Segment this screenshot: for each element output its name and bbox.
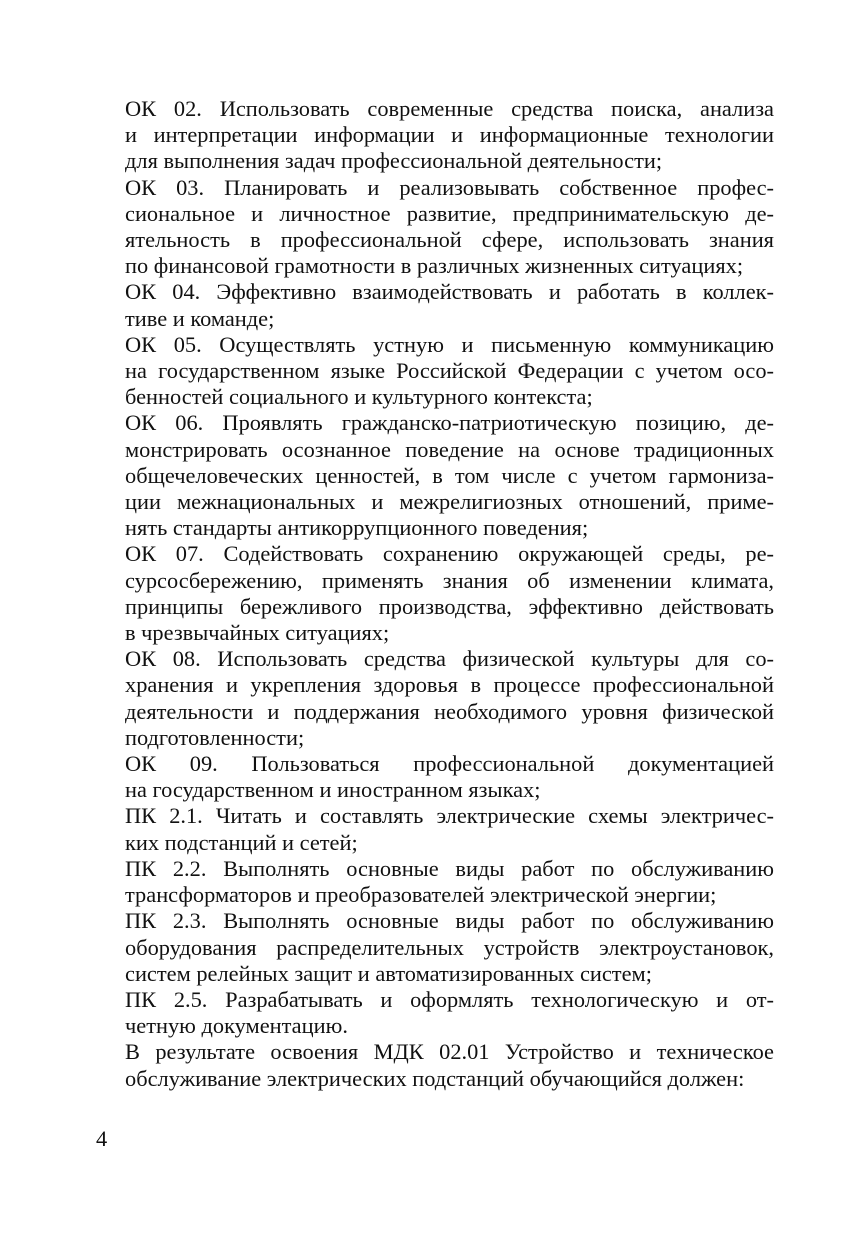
paragraph-line: для выполнения задач профессиональной деятельности; xyxy=(125,148,663,174)
paragraph-line: систем релейных защит и автоматизированных систем; xyxy=(125,960,652,986)
paragraph-line: общечеловеческих ценностей, в том числе с учетом гармониза- xyxy=(125,462,774,488)
paragraph-line: ОК 08. Использовать средства физической культуры для со- xyxy=(125,646,774,672)
paragraph-line: ОК 09. Пользоваться профессиональной документацией xyxy=(125,751,774,777)
paragraph xyxy=(96,279,774,331)
paragraph-line: ПК 2.5. Разрабатывать и оформлять технологическую и от- xyxy=(125,986,774,1012)
paragraph xyxy=(96,646,774,751)
paragraph-line: ОК 03. Планировать и реализовывать собственное профес- xyxy=(125,174,774,200)
paragraph xyxy=(96,541,774,646)
paragraph-line: хранения и укрепления здоровья в процессе профессиональной xyxy=(125,672,774,698)
paragraph-line: В результате освоения МДК 02.01 Устройство и техническое xyxy=(125,1039,774,1065)
paragraph-line: в чрезвычайных ситуациях; xyxy=(125,620,390,646)
document-body xyxy=(96,96,774,1092)
paragraph-line: ОК 06. Проявлять гражданско-патриотическую позицию, де- xyxy=(125,410,774,436)
paragraph-line: обслуживание электрических подстанций обучающийся должен: xyxy=(125,1065,745,1091)
paragraph xyxy=(96,410,774,541)
paragraph xyxy=(96,751,774,803)
paragraph xyxy=(96,1039,774,1091)
paragraph-line: тиве и команде; xyxy=(125,305,275,331)
paragraph xyxy=(96,96,774,175)
paragraph-line: нять стандарты антикоррупционного поведения; xyxy=(125,515,589,541)
paragraph-line: ОК 05. Осуществлять устную и письменную коммуникацию xyxy=(125,331,774,357)
paragraph-line: по финансовой грамотности в различных жизненных ситуациях; xyxy=(125,253,744,279)
paragraph-line: ятельность в профессиональной сфере, использовать знания xyxy=(125,227,774,253)
paragraph-line: ких подстанций и сетей; xyxy=(125,829,358,855)
paragraph-line: трансформаторов и преобразователей электрической энергии; xyxy=(125,882,717,908)
paragraph xyxy=(96,332,774,411)
paragraph-line: монстрировать осознанное поведение на основе традиционных xyxy=(125,436,774,462)
paragraph-line: ОК 04. Эффективно взаимодействовать и работать в коллек- xyxy=(125,279,774,305)
paragraph-line: ПК 2.1. Читать и составлять электрические схемы электричес- xyxy=(125,803,774,829)
page-number: 4 xyxy=(96,1126,108,1151)
paragraph-line: подготовленности; xyxy=(125,724,305,750)
paragraph-line: ции межнациональных и межрелигиозных отношений, приме- xyxy=(125,489,774,515)
paragraph xyxy=(96,175,774,280)
paragraph-line: ОК 07. Содействовать сохранению окружающей среды, ре- xyxy=(125,541,774,567)
paragraph xyxy=(96,908,774,987)
paragraph-line: сиональное и личностное развитие, предпринимательскую де- xyxy=(125,200,774,226)
paragraph-line: и интерпретации информации и информационные технологии xyxy=(125,122,774,148)
paragraph-line: на государственном языке Российской Федерации с учетом осо- xyxy=(125,358,774,384)
paragraph-line: оборудования распределительных устройств электроустановок, xyxy=(125,934,774,960)
paragraph-line: бенностей социального и культурного контекста; xyxy=(125,384,593,410)
paragraph xyxy=(96,856,774,908)
paragraph-line: ПК 2.3. Выполнять основные виды работ по обслуживанию xyxy=(125,908,774,934)
document-page xyxy=(96,96,774,1092)
paragraph xyxy=(96,987,774,1039)
paragraph-line: сурсосбережению, применять знания об изменении климата, xyxy=(125,567,774,593)
paragraph-line: ПК 2.2. Выполнять основные виды работ по обслуживанию xyxy=(125,855,774,881)
paragraph-line: принципы бережливого производства, эффективно действовать xyxy=(125,593,774,619)
paragraph-line: ОК 02. Использовать современные средства поиска, анализа xyxy=(125,96,774,121)
paragraph-line: деятельности и поддержания необходимого уровня физической xyxy=(125,698,774,724)
paragraph xyxy=(96,803,774,855)
paragraph-line: четную документацию. xyxy=(125,1013,348,1039)
paragraph-line: на государственном и иностранном языках; xyxy=(125,777,541,803)
